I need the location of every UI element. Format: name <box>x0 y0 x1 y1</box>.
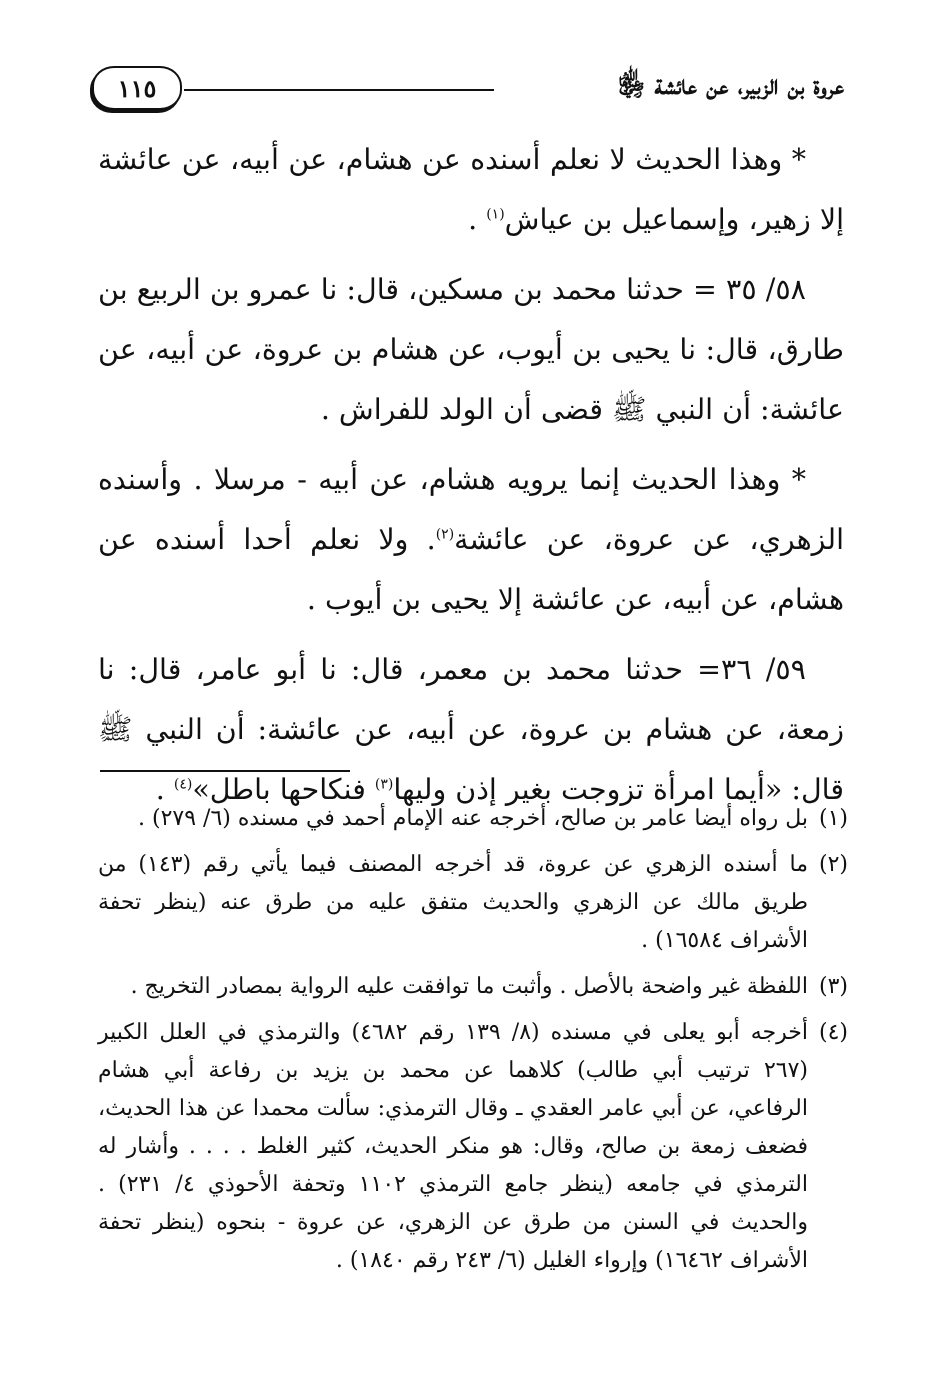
main-text <box>98 130 844 830</box>
page-number: ١١٥ <box>92 66 182 110</box>
footnote-text: ما أسنده الزهري عن عروة، قد أخرجه المصنف فيما يأتي رقم (١٤٣) من طريق مالك عن الزهري والحديث متفق عليه من طرق عنه (ينظر تحفة الأشراف ١٦٥٨٤) . <box>98 852 808 953</box>
paragraph-3 <box>98 450 844 630</box>
footnote-3 <box>98 968 848 1006</box>
footnote-1 <box>98 800 848 838</box>
footnote-number: (٢) <box>818 852 848 877</box>
paragraph-tail: . <box>468 203 487 236</box>
footnote-ref-4[interactable]: (٤) <box>173 776 193 793</box>
footnote-text: بل رواه أيضا عامر بن صالح، أخرجه عنه الإمام أحمد في مسنده (٦/ ٢٧٩) . <box>138 806 808 831</box>
footnote-number: (٤) <box>818 1020 848 1045</box>
paragraph-text: * وهذا الحديث إنما يرويه هشام، عن أبيه - مرسلا . وأسنده الزهري، عن عروة، عن عائشة <box>98 463 844 556</box>
paragraph-1 <box>98 130 844 250</box>
running-title: عروة بن الزبير، عن عائشة ﵂ <box>617 70 844 101</box>
paragraph-text: ٥٩/ ٣٦= حدثنا محمد بن معمر، قال: نا أبو عامر، قال: نا زمعة، عن هشام بن عروة، عن أبيه، عن عائشة: أن النبي ﷺ قال: «أيما امرأة تزوجت بغير إذن وليها <box>98 653 844 806</box>
footnote-4 <box>98 1014 848 1280</box>
paragraph-text: ٥٨/ ٣٥ = حدثنا محمد بن مسكين، قال: نا عمرو بن الربيع بن طارق، قال: نا يحيى بن أيوب، عن هشام بن عروة، عن أبيه، عن عائشة: أن النبي ﷺ قضى أن الولد للفراش . <box>98 273 844 426</box>
footnote-2 <box>98 846 848 960</box>
footnote-text: اللفظة غير واضحة بالأصل . وأثبت ما توافقت عليه الرواية بمصادر التخريج . <box>130 974 808 999</box>
paragraph-tail: فنكاحها باطل» <box>192 773 375 806</box>
footnote-number: (٣) <box>818 974 848 999</box>
paragraph-2 <box>98 260 844 440</box>
footnote-divider <box>100 770 350 772</box>
page-header <box>92 64 844 114</box>
footnote-text: أخرجه أبو يعلى في مسنده (٨/ ١٣٩ رقم ٤٦٨٢) والترمذي في العلل الكبير (٢٦٧ ترتيب أبي طالب) كلاهما عن محمد بن يزيد بن رفاعة أبي هشام الرفاعي، عن أبي عامر العقدي ـ وقال الترمذي: سألت محمدا عن هذا الحديث، فضعف زمعة بن صالح، وقال: هو منكر الحديث، كثير الغلط . . . . وأشار له الترمذي في جامعه (ينظر جامع الترمذي ١١٠٢ وتحفة الأحوذي ٤/ ٢٣١) . والحديث في السنن من طرق عن الزهري، عن عروة - بنحوه (ينظر تحفة الأشراف ١٦٤٦٢) وإرواء الغليل (٦/ ٢٤٣ رقم ١٨٤٠) . <box>98 1020 809 1273</box>
header-rule <box>184 89 494 91</box>
paragraph-4 <box>98 640 844 820</box>
paragraph-tail: . ولا نعلم أحدا أسنده عن هشام، عن أبيه، عن عائشة إلا يحيى بن أيوب . <box>98 523 844 616</box>
footnotes <box>98 800 848 1288</box>
paragraph-text: * وهذا الحديث لا نعلم أسنده عن هشام، عن أبيه، عن عائشة إلا زهير، وإسماعيل بن عياش <box>98 143 844 236</box>
footnote-ref-1[interactable]: (١) <box>486 206 505 223</box>
paragraph-tail: . <box>155 773 174 806</box>
footnote-ref-2[interactable]: (٢) <box>435 526 455 543</box>
footnote-number: (١) <box>818 806 848 831</box>
footnote-ref-3[interactable]: (٣) <box>374 776 394 793</box>
